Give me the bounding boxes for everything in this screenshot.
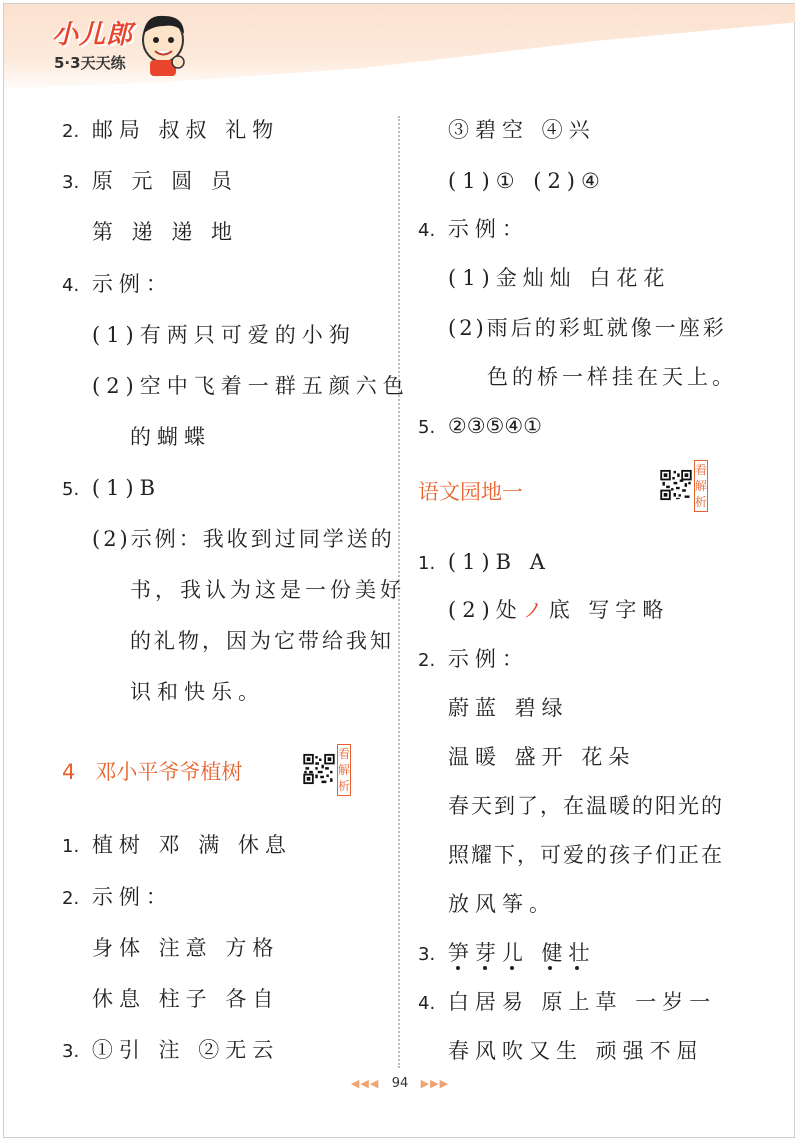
qr-code-explanation[interactable] [660, 460, 708, 510]
answer-line: (1)有两只可爱的小狗 [92, 323, 356, 347]
emphasis-dots [448, 964, 588, 972]
logo [52, 14, 192, 76]
answer-line: 2. 邮局 叔叔 礼物 [62, 118, 280, 142]
answer-line: (2)空中飞着一群五颜六色 [92, 374, 410, 398]
qr-code-icon [660, 460, 692, 510]
logo-subtitle: 5·3天天练 [54, 54, 126, 72]
answer-line: 放风筝。 [448, 892, 556, 916]
answer-line: ③碧空 ④兴 [448, 118, 596, 142]
answer-line: 色的桥一样挂在天上。 [487, 365, 737, 389]
page-number: 94 [391, 1076, 409, 1091]
answer-line: 3. 笋芽儿 健壮 [418, 941, 596, 965]
answer-line: 身体 注意 方格 [92, 936, 280, 960]
answer-line: (2)处ノ底 写字略 [448, 598, 670, 622]
answer-line: 温暖 盛开 花朵 [448, 745, 636, 769]
answer-line: (2)示例：我收到过同学送的 [92, 527, 395, 551]
answer-line: 4. 示例： [62, 272, 173, 296]
answer-line: 的礼物，因为它带给我知 [130, 629, 394, 653]
qr-label: 看解析 [337, 744, 351, 796]
answer-line: 1. (1)B A [418, 550, 551, 574]
answer-line: 3. ①引 注 ②无云 [62, 1038, 280, 1062]
answer-line: 书，我认为这是一份美好 [130, 578, 405, 602]
answer-line: 4. 示例： [418, 217, 529, 241]
page-footer [0, 1076, 800, 1091]
answer-line: 照耀下，可爱的孩子们正在 [448, 843, 724, 867]
answer-line: (1)① (2)④ [448, 169, 606, 193]
footer-arrows-left: ◀◀◀ [350, 1077, 380, 1090]
answer-line: 5. ②③⑤④① [418, 414, 543, 438]
mascot-boy-icon [134, 10, 192, 78]
qr-label: 看解析 [694, 460, 708, 512]
answer-line: 识和快乐。 [130, 680, 265, 704]
answer-line: 蔚蓝 碧绿 [448, 696, 569, 720]
logo-title: 小儿郎 [52, 20, 134, 50]
section-heading-chinese-garden: 语文园地一 [418, 480, 523, 504]
section-heading-lesson-4: 4 邓小平爷爷植树 [62, 760, 243, 784]
answer-line: 2. 示例： [418, 647, 529, 671]
answer-line: 春风吹又生 顽强不屈 [448, 1039, 704, 1063]
footer-arrows-right: ▶▶▶ [420, 1077, 450, 1090]
answer-line: 第 递 递 地 [92, 220, 239, 244]
answer-line: (1)金灿灿 白花花 [448, 266, 671, 290]
answer-line: 的蝴蝶 [130, 425, 211, 449]
qr-code-explanation[interactable] [303, 744, 351, 794]
qr-code-icon [303, 744, 335, 794]
answer-line: 1. 植树 邓 满 休息 [62, 833, 292, 857]
answer-line: (2)雨后的彩虹就像一座彩 [448, 316, 727, 340]
answer-line: 休息 柱子 各自 [92, 987, 280, 1011]
answer-line: 5. (1)B [62, 476, 162, 500]
answer-line: 春天到了，在温暖的阳光的 [448, 794, 724, 818]
answer-line: 4. 白居易 原上草 一岁一 [418, 990, 717, 1014]
answer-line: 2. 示例： [62, 885, 173, 909]
answer-line: 3. 原 元 圆 员 [62, 169, 238, 193]
